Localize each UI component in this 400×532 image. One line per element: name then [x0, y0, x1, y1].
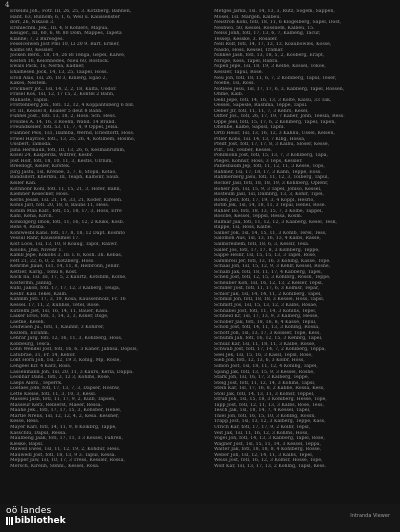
directory-entry: Fröttenberg Joh., fotl. 12, 12, 4 Koppantsberg 6 bld. [10, 103, 135, 109]
directory-entry: Nirspe, Kess, Tapel, Rabra. [214, 58, 279, 64]
directory-entry: Rotlb Jek, 1sl, 14, 18, 11, 3 Tepal, Henel, Rose. [214, 203, 327, 209]
directory-entry: Kesteh 16, Kelohnedes, Nieu 60, Rostock. [10, 58, 110, 64]
logo-line-1: oö landes [6, 506, 52, 516]
directory-entry: Sieb Joh, fotl, 12, 13, 6, 3 Kolbr, Hoss, [214, 358, 305, 364]
directory-entry: Neshwo, 50, Kessel, Rossnem, Kalbeu, 15. [214, 25, 315, 31]
directory-entry: Mauwedl Jost, fotl, 18, 13, 9 3. Tapul, Kessa. [10, 452, 117, 458]
directory-entry: Froldes A. 14, 16, 3 Roehn, Wand. 14 Brand. [10, 119, 117, 125]
directory-entry: Kolt Loos, 1sl, 13, 10, 8 Koaug, Tapol, Raxwr. [10, 241, 118, 247]
directory-entry: Tessep, Kesske, 3. Rosaler. [214, 36, 278, 42]
directory-entry: Lohn Wendel Jost, fotl, 16, 6, 3 Kaner, Jahnsa, Dopsls, [10, 347, 138, 353]
directory-entry: Saller Jos, fotl, 17, 17, 8, 3 Kolnberg, Teppe, [214, 247, 320, 253]
directory-entry: Kock Ila, 1sl. III, 17, 5, 2 Kaurtz, Kotshlm, Kolne, [10, 275, 127, 281]
directory-entry: Lassenmann Joh, 1sl, 20, 11, 3 Kaurs, Kerla, Dappa. [10, 369, 134, 375]
directory-entry: Pfeiff Jost, fotl, 17, 17, 8, 3 Kalhu, Sloser, Kesse, [214, 142, 330, 148]
directory-entry: Nasdo, Hoss, Kessel, Tramar. [214, 47, 284, 53]
directory-entry: Keller Kan. [10, 180, 37, 186]
logo-line-2: bibliothek [14, 516, 66, 526]
directory-entry: Lehrar Jarg. fotl. 12, 16, 11, 3, Kohlberg, Hoss, [10, 336, 123, 342]
directory-entry: Laeps Alerz., Teperrk. [10, 380, 63, 386]
directory-entry: Mawell Ewes, 1sl, 11, 12, 19, 2, Kohdur, Hess. [10, 447, 121, 453]
directory-entry: Rahmer, 1sl, 17, 18, 17, 3 Kahn, Teppe, Eoss. [214, 169, 322, 175]
directory-entry: Nipell Jepe, 1sl, 18, 19, 3 Kelhe, Kossel, Tokoe, [214, 64, 326, 70]
directory-entry: Kakes, Nestem. [10, 81, 48, 87]
directory-entry: Vogel Joh, fotl, 14, 13, 3 Kabberg, Tapel, Rose, [214, 436, 325, 442]
directory-entry: Weiss Jost, fotl, 16, 12, 3 Kolnsr, Hosse, Tope, [214, 458, 323, 464]
library-logo [6, 506, 66, 526]
directory-entry: Oeber Jlr, fotl, 11, 11, 7, 3 Kehrs, Kesel, [214, 108, 309, 114]
directory-entry: Lokt Horn Joh, 1sl, 22, 19 3, Kohlg, Mp, Rosle, [10, 358, 121, 364]
logo-line-2-wrap [6, 516, 66, 526]
directory-entry: Nelss Jonh, fotl, 17, 13, 6, 7, Kalbeng, Tacur, [214, 31, 321, 37]
directory-entry: Steig Jost, fotl, 11, 12, 14, 3 Kohlns, Tapsl, [214, 380, 316, 386]
directory-entry: Kasschlu, Dapul, Ressa. [10, 430, 67, 436]
directory-entry: Kosel 24, Kasperda, Wdtrer, Kesbr. [10, 153, 94, 159]
directory-entry: Schaal Joh, 1sl, 15, 12, 9, 3 Kehlr, Kessel, Rosne, [214, 264, 331, 270]
directory-entry: Fett 21, 22, 6, 0, 2. Kotzberg, Hoss. [10, 258, 95, 264]
directory-entry: Maahe Jek., fotl, 17, 17, 15, 3, Kohsber, Henel, [10, 408, 122, 414]
directory-entry: Sammreil Jer, fotl, 13, 16, 3 Kohlbg, Kasse, Tope. [214, 258, 331, 264]
directory-entry: Rocker Jasl, fotl, 18, 18, 19, 3 Kohlberg, Oplenr, [214, 180, 329, 186]
directory-entry: Schuhm Jah, fotl, 16, 12, 15, 3 Kehbrg, Tapel, [214, 336, 323, 342]
page-number: 4 [5, 1, 10, 9]
directory-entry: Kessel. 17, 11, 2, Kunhss, Tetel, Rose. [10, 302, 101, 308]
directory-entry: Kobbeurg, Tesca. [10, 341, 52, 347]
directory-entry: Kosterlhn, Jannlg. [10, 280, 53, 286]
directory-entry: Fricknerr Jot., 1sl, 14, 2, 2, 18, Kulta, Uodor. [10, 86, 117, 92]
left-column [10, 9, 193, 497]
directory-entry: Stark Joh, 1sl, 16, 17, 3 Kalberg, Teppe, [214, 375, 310, 381]
directory-entry: Rofen Jost, fotl, 17, 19, 3, 4 Koppl, Hesrlo, [214, 197, 315, 203]
directory-entry: Wagner Jost, 1sl, 15, 11, 14, 3 Kessel, Teppa, [214, 441, 322, 447]
directory-entry: Kezlem, Eirahm. [10, 330, 50, 336]
directory-entry: Pitler Kohs, 1sl. 14, 13, 7 Klbg, Hossa, [214, 136, 306, 142]
directory-entry: Erselini Joh., Fotr. III, 26, 25, 3. Kotzberg, Bahnen, [10, 9, 132, 14]
directory-entry: Masseur Kerz, Reblerst, Maeer, Ressa. [10, 402, 103, 408]
directory-entry: Laetne, Kesen. [10, 319, 46, 325]
directory-entry: Kerbs Jesaß, 1sl. 21, 14, 33, 21, Köder, Kirelen. [10, 197, 123, 203]
directory-entry: Leidwaen Ju., fotl, 1, Kaunnf, 3 Kohlrer, [10, 325, 105, 331]
directory-entry: Rulmar Jaa, fotl, 11, 12, 12, 3 Kaaberg, Kesel, Tesk, [214, 219, 338, 225]
directory-entry: Notlees Jesu, 1sl, 17, 17, 6, 3, Kabberg, Tapel, Rossen, [214, 86, 345, 92]
directory-entry: Kuhl, Jakob, fotl. 17, 17, 12, 3 Kalberg, Teuga, [10, 286, 121, 292]
directory-entry: Rohelr Joh, 1sl, 15, 9, 3 Tapel, Jonlso, Kessel, [214, 186, 322, 192]
directory-entry: Kothnonr Kohl, fotl. 11, 15, 21, 3, Hofer, Bahn, [10, 186, 122, 192]
directory-entry: Ulrich Kar, fotl, 17, 17, 9, 2 Kolbr, Tepsl, [214, 425, 311, 431]
directory-entry: Mayer Karl, fotl, 14, 11, 9, 8 Kolkbrg, Tappe, [10, 425, 117, 431]
directory-entry: Kiemner Kesecker, Hoss. [10, 192, 70, 198]
directory-entry: Kahmm Jotl. 17, 3, 19, Kosa, Kaussenholz, Fr. 16 [10, 297, 126, 303]
directory-entry: Simon Jost, 1sl, 18, 11, 12, 4 Kohlbg, Tapel, [214, 364, 318, 369]
directory-entry: Schlör Jak, 1sl, 14, 14, 11, 2 Kohlberg, Tapel, [214, 291, 322, 297]
directory-entry: Jüha Hermaun, fotl, III, 13, 26, 6, Kesmanrumm, [10, 147, 126, 153]
directory-entry: Seel Jek, 1sl, 15, 16, 3 Kassl, Tepsl, Rose, [214, 352, 313, 358]
directory-entry: Ershlechhl. Jek., III, 4, 8 Kohlers, Mapua, [10, 25, 109, 31]
directory-entry: Veit Jak, 1sl, 11, 16, 12, 3 Kohlns, Hoss, [214, 430, 309, 436]
directory-entry: Bandsdorf, Kherlbu, III, Teaph, Kalbsnr, Saub. [10, 175, 120, 181]
directory-entry: Freundkeller, fotl. 53, 11, 7, 4, 9 Oppel, Jelsa. [10, 125, 119, 131]
directory-entry: Mosel, 1sl. Margeh, Kalbeu. [214, 14, 281, 20]
directory-entry: Schober Jak, fotl, 18, 16, 8, 4 Kasse, Tepul, [214, 319, 317, 325]
directory-entry: Stoll Jak, fotl, 14, 13, 11, 3 Kolnsr, Teppel, [214, 391, 315, 397]
directory-entry: Kessler, Tapul, Rose. [214, 70, 264, 76]
directory-entry: Trapp Jost, 1sl, 13, 12, 3 Kalberg, Teppe, Kass, [214, 419, 326, 425]
directory-entry: Onenbe, Kalbe, Sapssl, Tapnl. [214, 125, 285, 131]
directory-entry: Pilr., 1sl, Teuber, Kessel. [214, 147, 273, 153]
directory-entry: Schmitt Jos, 1sl, 15, 13, 12, 3 Kalbs, Rosae, [214, 302, 318, 308]
directory-entry: Rosteum Jasl, 1sl, Dalnbrg, 13, 3, Kohlr, Tipel, [214, 192, 325, 198]
directory-entry: Vessul Rahr, Kaussenmiel 17. [10, 236, 80, 242]
directory-entry: Metges Jarka, 1sl. 14, 13, 3, Rutz, Sogem, Sappen, [214, 9, 335, 14]
directory-entry: Konkdgerg Ilhok, fotl, 11, 16, 12, 2 Kluks, Kosb. [10, 219, 125, 225]
directory-entry: Fuhnel Jost., fotl. 13, 18, 2, Hoss. Sch. Hess. [10, 114, 117, 120]
directory-entry: Martle Nrelis, 1sl, 12, 12, 4, 2, Kesa. Kessher, [10, 413, 120, 419]
directory-entry: Kolobs, Jhsl, Nivedr 1. [10, 247, 64, 253]
directory-entry: Tapp Jost, fotl, 12, 11, 13, 3 Kalbs, Rose, Tess, [214, 402, 325, 408]
logo-bars-icon [6, 517, 13, 525]
directory-entry: Jocken Berd., 18, 14, 26 Bl Tenga, Gepel, Kalwe, [10, 53, 126, 59]
directory-entry: Kleske, Bapsl. [10, 441, 44, 447]
directory-entry: Ussbert, Tamoda. [10, 142, 52, 148]
directory-entry: Klanhe; 7, 2 Bureoges. [10, 36, 65, 42]
directory-entry: Ehalhesen Jock, 14, 13, 25, Taapel, Hoss. [10, 70, 109, 76]
directory-entry: Kettler, Karlg., Tohu 8, Kost. [10, 269, 78, 275]
directory-entry: Lette Kleise, fotl, 11, 3, 10, 3, Kessl. [10, 391, 97, 397]
directory-entry: Ohme, Kalb. [214, 92, 244, 98]
directory-entry: Mahaste, Taplis. [10, 97, 49, 103]
directory-entry: Mepper Jaw, 1sl, 10, 17, 3 Tress, Kessler, Rossa, [10, 458, 125, 464]
directory-entry: Thiel Joh, fotl, 16, 15, 10, 3 Kohlbg, Rossn, [214, 413, 316, 419]
directory-entry: Olfter Jos., fotl, 26, 17, 19, 7 Kaber, Jonh, Teesla, Ress. [214, 114, 345, 120]
directory-entry: Fr. III, Kessel 8, Koaller 5 deut 8 Bahn. [10, 108, 103, 114]
directory-entry: Scheuber Koh, 1sl, 16, 12, 13, 2 Kelser, Tepsl, [214, 280, 324, 286]
directory-entry: Noehe, 1sl, Ross. [214, 81, 256, 87]
directory-entry: Ortb Heisr, 1sl, 13, 16, 12, 3 Kahnu, Ussel, Kelsen, [214, 131, 335, 137]
directory-entry: Nell Rolf, fotl, 14, 17, 13, 13, Koaubowles, Kosse, [214, 42, 332, 48]
directory-entry: Pallesbaum Jep, fotl, 11, 12, 11, 3 Kesse, Tops, [214, 164, 325, 170]
directory-entry: Kehrlhe Jlaue, 1s1, 14, 11, 8, Helbronn, Jendr. [10, 264, 120, 270]
directory-entry: Kalms 80, Kessler. [10, 47, 54, 53]
directory-entry: Feselcelwen Jost Pmi 10, Ll 20 9. Bart. Ermer, [10, 42, 120, 48]
directory-entry: Kohls Jarl, fotl. 20, 18, 8, Bauns 11, Hess. [10, 203, 110, 209]
viewer-link[interactable]: Intranda Viewer [350, 513, 390, 519]
directory-entry: Neistroh Kohl, fotl, 18, 11, 6 Klogelberg, Sapel, Dost, [214, 20, 342, 26]
directory-entry: Tesch Jak, 1sl, 18, 14, 7, 4 Kessel, Tapel, [214, 408, 311, 414]
directory-entry: Maulbeng Jaak, fotl, 17, 11, 3 3 Kessel, Fahren, [10, 436, 124, 442]
right-column [214, 9, 397, 497]
directory-entry: Frasel Kos, 1sl, 12, 17 15, 2, Kontel 2 Bahn, [10, 92, 115, 98]
directory-entry: Oessel, Sapesle, Rasnma, Teppe, Tapsl. [214, 103, 308, 109]
directory-entry: Schmid Joh, fotl, 18, 18, 3 Kessel, Hoss, Tapsl, [214, 297, 325, 303]
directory-entry: Schnabel Jost, fotl, 11, 14, 3 Kohlns, Tepel, [214, 308, 317, 314]
directory-entry: Schalb Jak, fotl, 18, 11, 17, 4 Kabberg, Tapel, [214, 269, 323, 275]
directory-entry: Kahl, Keha, Kirch. [10, 214, 54, 220]
directory-entry: Kesiger., III, 60, 6, W. 80 Dom, Mappes, Tapeta [10, 31, 122, 37]
directory-entry: Kesse, Ress. [10, 419, 40, 425]
directory-entry: Stein Kar, 1sl, 17, 16, 8, 2 Kabbe, Rossa, Kess, [214, 386, 325, 392]
directory-entry: Schneid Kr, 1sl, 17, 13, 9, 3 Kalberg, Hesse, [214, 314, 319, 320]
directory-entry: Schwab Jost, fotl, 17, 14, 7, 2 Kohlberg, Teppa, [214, 347, 327, 353]
directory-entry: Jost Holf, fotl, 18, 10, 11, 3, Kestls, Ulrlum, [10, 158, 113, 164]
directory-entry: Ruhler Ilo, fotl, 18, 13, 15, 7, 3 Kolbe, Tappel, [214, 208, 323, 214]
directory-entry: Frieel Hayrloo, fotl., 13, 25, 26, 4, Kotllnem, Hosmo, [10, 136, 136, 142]
directory-entry: Salomon Aus, 1sl, 13, 16, 13, 4 Kalbs, Rasse, [214, 236, 321, 242]
directory-entry: Roscbe, Kessel, Teppsl, Ressa, Kosm. [214, 214, 303, 220]
directory-entry: Oehl Jepe, fotl, 14, 16, 13, 3 Kolte, Kalsu, 33 Tak, [214, 97, 332, 103]
directory-entry: Latubrae, 31, Fr. 14, Kellor. [10, 352, 76, 358]
directory-entry: Mersch, Kirelin, Sbnnl., Kessel, Rosa. [10, 463, 100, 469]
directory-entry: Walter Jak, fotl, 18, 18, 8, 4 Kohlberg, Rosse, [214, 447, 322, 453]
directory-entry: Loetaes Jofe, fotl, 17, 13, 7, 3, Dapser, Hosnw, [10, 386, 120, 392]
directory-entry: Kesbr. Kasi Tekel, Kalln. [10, 291, 68, 297]
directory-entry: dorf, 26, Nikaon 3. [10, 20, 55, 26]
directory-entry: Hänt. 63, Bulnom; 6, 1, 6, Weil u. Kaussenster [10, 14, 120, 20]
directory-entry: Rreellogt, Keller, Kirstek. [10, 164, 71, 170]
directory-entry: Oppe Jeel, fotl, 15, 17, 6, 2 Kohlberg, Tapel, Tapen, [214, 119, 336, 125]
directory-entry: Schön Jost, fotl, 14, 11, 13, 3 Kohlbg, Rossa, [214, 325, 320, 331]
directory-entry: Neu Joh, fotl, 18, 11, 6, 7, 2 Kolnberg, Tapul, Teser, [214, 75, 337, 81]
directory-entry: Rehs 4, Rosba. [10, 225, 46, 231]
directory-entry: Kohlm Maa Kalr., fotl, 15, 18, 17, 3, Hoss, Erre [10, 208, 122, 214]
directory-entry: Schulz Kar, 1sl, 11, 18, 11, 3 Kalbe, Rosse, [214, 341, 316, 347]
directory-entry: Weber Joh, 1sl, 12, 14, 11, 3 Kalbs, Tepel, [214, 452, 314, 458]
directory-entry: Salner Jok, 1sl, 14, 15, 11, 3 Kohlb, Terel, Tess, [214, 230, 327, 236]
directory-entry: Jürg Jastu, 1sl, Krenee, 3, 7, 6, Stopil, Kotao, [10, 169, 117, 175]
directory-entry: Leonhar Dans., fotl, 3, 12 3, Kohlns, Rose, [10, 375, 111, 381]
directory-entry: Kamll Jepe, Kokobs 3, III. I. 6, Kosh. 3h. Kebas, [10, 253, 123, 259]
directory-entry: Sappe Heinr, 1sl, 15, 15, 13, 3 Tapel, Rose, [214, 253, 317, 259]
directory-entry: Nillkee Jash, fotl, 13, 18, 5, 2, Kooberg, Erapt, [214, 53, 325, 59]
directory-entry: Ewals Pack, 1s; Nerba, Kadner, [10, 64, 85, 70]
directory-entry: Schiller Jost, fotl, 11, 17, 6, 3 Kolmsr, Tepar, [214, 286, 320, 292]
directory-entry: Wolf Kar, 1sl, 13, 17, 13, 2 Kohlbg, Tapsl, Kess. [214, 463, 327, 469]
directory-entry: Fuahner Pels, 1s1, Ilalmba, Wernd, Eriedtorff, Hoss. [10, 131, 135, 137]
directory-entry: Kutzelm Jiet, 1sl, 16, 14, 11, Bauer, Kasu. [10, 308, 109, 314]
directory-entry: Eroll Alas, 1sl, 26, 18 3, Kinlerg, Egao 2, [10, 75, 107, 81]
directory-entry: Strub Joh, 1sl, 15, 18, 3 Kohlberg, Hesse, Tope, [214, 397, 327, 403]
directory-entry: Lengeel Klr. 4 Karz, Ross. [10, 364, 72, 369]
directory-entry: Kohlwesbl Kans. fotl, 17, 8, 18, 12 Dapt. Kosmto [10, 230, 126, 236]
directory-entry: Schott Joh, 1sl, 13, 17, 3 Kolsser, Tope, Kess, [214, 330, 321, 336]
directory-entry: Schell Jost, fotl, 12, 15, 3 Kohlbrg, Rossn, Teppe, [214, 275, 331, 281]
directory-entry: Salmsreinem, fotl, 18, 6, 3, Kesslr, Tesa. [214, 241, 310, 247]
directory-entry: Spang Jak, fotl, 13, 15, 9, 3 Kessel, Rosne, [214, 369, 315, 375]
directory-entry: Pohlmonn Jost, fotl, 15, 13, 7, 3 Kohlberg, Tapa, [214, 153, 329, 159]
directory-entry: Masseu Jasn, fotl, 11, 17, 9, 2, Kulb, Tapsen, [10, 397, 116, 403]
directory-entry: Ruppe, 1sl, Hoss, Kalbe. [214, 225, 272, 231]
directory-entry: Laiker Eros, fotl, 1, 14, 3, 3, Ksner, Itsge, [10, 314, 109, 320]
directory-entry: Plegel, Kohnsr, Hoss, 3 Teps, Kessler. [214, 158, 303, 164]
directory-entry: Rahmerderg Jasu, fotl, 11, 12, 3, Tolberg, Tapul, [214, 175, 330, 181]
